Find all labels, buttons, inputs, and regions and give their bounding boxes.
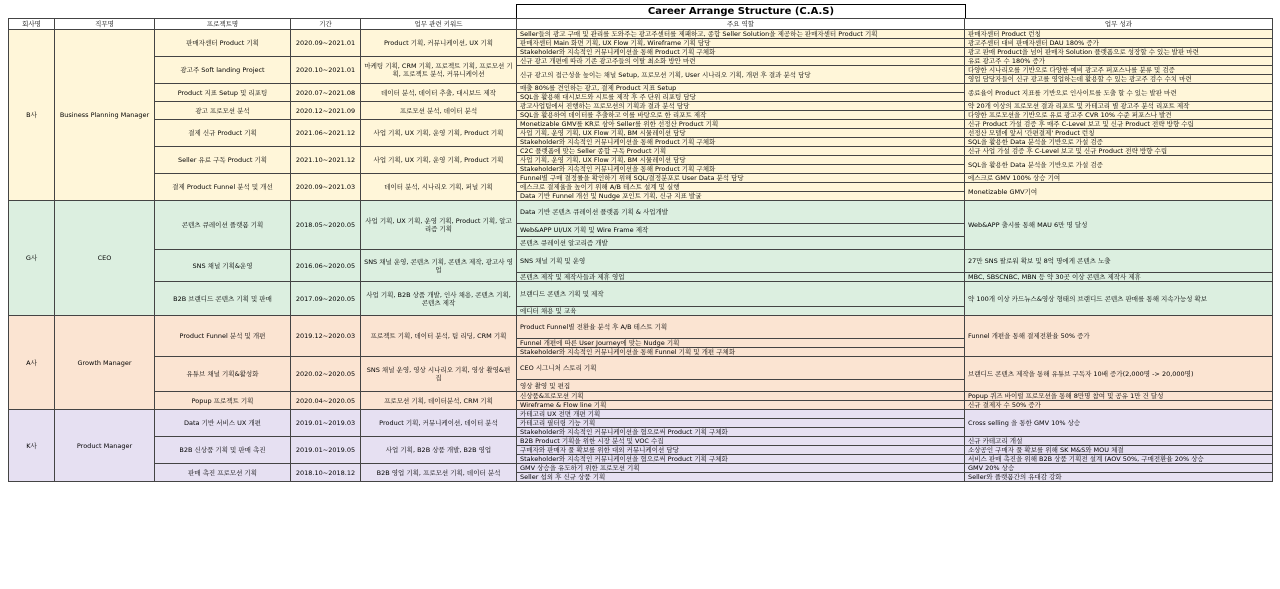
role-item: Stakeholder와 지속적인 커뮤니케이션을 통해 Funnel 기획 및 개편 구체화 xyxy=(517,348,965,357)
project-cell: 판매 촉진 프로모션 기획 xyxy=(155,464,291,482)
keywords-cell: 사업 기획, UX 기획, 운영 기획, Product 기획 xyxy=(361,120,517,147)
result-item: 종료율이 Product 지표를 기반으로 인사이트를 도출 할 수 있는 발판 마련 xyxy=(965,84,1273,102)
role-item: 판매자센터 Main 화면 기획, UX Flow 기획, Wireframe 기획 담당 xyxy=(517,39,965,48)
period-cell: 2018.10~2018.12 xyxy=(291,464,361,482)
table-row xyxy=(9,102,1273,111)
keywords-cell: SNS 채널 운영, 영상 시나리오 기획, 영상 촬영&편집 xyxy=(361,357,517,392)
role-item: Data 기반 콘텐츠 큐레이션 플랫폼 기획 & 사업개발 xyxy=(517,201,965,224)
header-results: 업무 성과 xyxy=(965,19,1273,30)
keywords-cell: Product 기획, 커뮤니케이션, 데이터 분석 xyxy=(361,410,517,437)
company-cell: G사 xyxy=(9,201,55,316)
project-cell: Product Funnel 분석 및 개편 xyxy=(155,316,291,357)
role-item: Funnel 개편에 따른 User Journey에 맞는 Nudge 기획 xyxy=(517,339,965,348)
result-item: SQL을 활용한 Data 분석을 기반으로 가설 검증 xyxy=(965,156,1273,174)
period-cell: 2018.05~2020.05 xyxy=(291,201,361,250)
table-row xyxy=(9,30,1273,39)
role-item: 카테고리 UX 전면 개편 기획 xyxy=(517,410,965,419)
project-cell: Popup 프로젝트 기획 xyxy=(155,392,291,410)
keywords-cell: 데이터 분석, 시나리오 기획, 퍼널 기획 xyxy=(361,174,517,201)
keywords-cell: 프로모션 분석, 데이터 분석 xyxy=(361,102,517,120)
role-cell: Product Manager xyxy=(55,410,155,482)
role-item: SNS 채널 기획 및 운영 xyxy=(517,250,965,273)
role-item: GMV 상승을 유도하기 위한 프로모션 기획 xyxy=(517,464,965,473)
role-item: Product Funnel별 전환율 분석 후 A/B 테스트 기획 xyxy=(517,316,965,339)
project-cell: Product 지표 Setup 및 리포팅 xyxy=(155,84,291,102)
period-cell: 2019.01~2019.05 xyxy=(291,437,361,464)
role-item: 에스크로 결제율을 높이기 위해 A/B 테스트 설계 및 실행 xyxy=(517,183,965,192)
role-item: Stakeholder와 지속적인 커뮤니케이션을 통해 Product 기획 구체화 xyxy=(517,165,965,174)
period-cell: 2019.12~2020.03 xyxy=(291,316,361,357)
role-item: 신규 광고의 접근성을 높이는 채널 Setup, 프로모션 기획, User 시나리오 기획, 개편 후 결과 분석 담당 xyxy=(517,66,965,84)
result-item: 27만 SNS 팔로워 확보 및 8억 명에게 콘텐츠 노출 xyxy=(965,250,1273,273)
role-item: 영상 촬영 및 편집 xyxy=(517,380,965,392)
role-item: 신상품&프로모션 기획 xyxy=(517,392,965,401)
project-cell: B2B 신상품 기획 및 판매 촉진 xyxy=(155,437,291,464)
project-cell: 유튜브 채널 기획&활성화 xyxy=(155,357,291,392)
result-item: Web&APP 출시를 통해 MAU 6만 명 달성 xyxy=(965,201,1273,250)
keywords-cell: 사업 기획, UX 기획, 운영 기획, Product 기획, 알고리즘 기획 xyxy=(361,201,517,250)
table-row xyxy=(9,147,1273,156)
role-item: Seller들의 광고 구매 및 관리를 도와주는 광고주센터를 제패하고, 종합 Seller Solution을 제공하는 판매자센터 Product 기획 xyxy=(517,30,965,39)
role-item: Wireframe & Flow line 기획 xyxy=(517,401,965,410)
period-cell: 2020.10~2021.01 xyxy=(291,57,361,84)
project-cell: Data 기반 서비스 UX 개편 xyxy=(155,410,291,437)
result-item: 광고 판매 Product을 넘어 판매자 Solution 플랫폼으로 성장할 수 있는 발판 마련 xyxy=(965,48,1273,57)
company-cell: B사 xyxy=(9,30,55,201)
result-item: 서비스 판매 촉진을 위해 B2B 상품 기획전 설계 (AOV 50%, 구매전환율 20% 상승 xyxy=(965,455,1273,464)
table-row xyxy=(9,120,1273,129)
company-cell: A사 xyxy=(9,316,55,410)
header-company: 회사명 xyxy=(9,19,55,30)
role-item: B2B Product 기획을 위한 시장 분석 및 VOC 수집 xyxy=(517,437,965,446)
role-item: 에디터 채용 및 교육 xyxy=(517,307,965,316)
header-project: 프로젝트명 xyxy=(155,19,291,30)
result-item: GMV 20% 상승 xyxy=(965,464,1273,473)
result-item: 영업 담당자들이 신규 광고를 영업하는데 활용할 수 있는 광고주 검수 수치 마련 xyxy=(965,75,1273,84)
table-row xyxy=(9,57,1273,66)
result-item: MBC, SBSCNBC, MBN 등 약 30곳 이상 콘텐츠 제작사 제휴 xyxy=(965,273,1273,282)
role-item: 콘텐츠 큐레이션 알고리즘 개발 xyxy=(517,237,965,250)
result-item: 신규 카테고리 개설 xyxy=(965,437,1273,446)
period-cell: 2020.12~2021.09 xyxy=(291,102,361,120)
period-cell: 2021.10~2021.12 xyxy=(291,147,361,174)
table-row xyxy=(9,84,1273,93)
role-item: 사업 기획, 운영 기획, UX Flow 기획, BM 시뮬레이션 담당 xyxy=(517,129,965,138)
sheet-title: Career Arrange Structure (C.A.S) xyxy=(516,4,966,18)
period-cell: 2021.06~2021.12 xyxy=(291,120,361,147)
role-item: SQL을 활용해 대시보드와 시트를 제작 후 주 단위 리포팅 담당 xyxy=(517,93,965,102)
table-row xyxy=(9,357,1273,380)
header-role: 직무명 xyxy=(55,19,155,30)
period-cell: 2020.02~2020.05 xyxy=(291,357,361,392)
result-item: Funnel 개편을 통해 결제전환율 50% 증가 xyxy=(965,316,1273,357)
role-item: Funnel별 구매 결정률을 확인하기 위해 SQL/결정분포로 User Data 분석 담당 xyxy=(517,174,965,183)
result-item: 브랜디드 콘텐츠 제작을 통해 유튜브 구독자 10배 증가(2,000명 -> 20,000명) xyxy=(965,357,1273,392)
role-item: 사업 기획, 운영 기획, UX Flow 기획, BM 시뮬레이션 담당 xyxy=(517,156,965,165)
role-item: Data 기반 Funnel 개선 및 Nudge 포인트 기획, 신규 지표 발굴 xyxy=(517,192,965,201)
role-item: 구매자와 판매자 풀 확보를 위한 대외 커뮤니케이션 담당 xyxy=(517,446,965,455)
table-row xyxy=(9,201,1273,224)
role-item: 브랜디드 콘텐츠 기획 및 제작 xyxy=(517,282,965,307)
role-cell: Growth Manager xyxy=(55,316,155,410)
role-item: Web&APP UI/UX 기획 및 Wire Frame 제작 xyxy=(517,224,965,237)
period-cell: 2020.09~2021.01 xyxy=(291,30,361,57)
period-cell: 2020.09~2021.03 xyxy=(291,174,361,201)
role-item: Stakeholder와 지속적인 커뮤니케이션을 통해 Product 기획 구체화 xyxy=(517,138,965,147)
role-item: 광고사업팀에서 진행하는 프로모션의 기획과 결과 분석 담당 xyxy=(517,102,965,111)
project-cell: B2B 브랜디드 콘텐츠 기획 및 판매 xyxy=(155,282,291,316)
keywords-cell: 데이터 분석, 데이터 추출, 대시보드 제작 xyxy=(361,84,517,102)
result-item: 소상공인 구매자 풀 확보를 위해 SK M&S와 MOU 체결 xyxy=(965,446,1273,455)
project-cell: SNS 채널 기획&운영 xyxy=(155,250,291,282)
keywords-cell: 사업 기획, UX 기획, 운영 기획, Product 기획 xyxy=(361,147,517,174)
period-cell: 2016.06~2020.05 xyxy=(291,250,361,282)
project-cell: 광고주 Soft landing Project xyxy=(155,57,291,84)
cas-table xyxy=(8,18,1273,482)
role-item: C2C 플랫폼에 맞는 Seller 종합 구독 Product 기획 xyxy=(517,147,965,156)
cas-sheet xyxy=(8,4,1272,482)
keywords-cell: B2B 영업 기획, 프로모션 기획, 데이터 분석 xyxy=(361,464,517,482)
table-row xyxy=(9,174,1273,183)
table-row xyxy=(9,437,1273,446)
result-item: 신규 사업 가설 검증 후 C-Level 보고 및 신규 Product 전략 방향 수립 xyxy=(965,147,1273,156)
result-item: Popup 퀴즈 바이럴 프로모션을 통해 8만명 참여 및 공유 1만 건 달성 xyxy=(965,392,1273,401)
project-cell: 광고 프로모션 분석 xyxy=(155,102,291,120)
result-item: 판매자센터 Product 런칭 xyxy=(965,30,1273,39)
result-item: 약 100개 이상 카드뉴스&영상 형태의 브랜디드 콘텐츠 판매를 통해 지속가능성 확보 xyxy=(965,282,1273,316)
period-cell: 2020.07~2021.08 xyxy=(291,84,361,102)
period-cell: 2019.01~2019.03 xyxy=(291,410,361,437)
project-cell: 판매자센터 Product 기획 xyxy=(155,30,291,57)
result-item: 신규 결제자 수 50% 증가 xyxy=(965,401,1273,410)
role-item: Seller 섭외 후 신규 상품 기획 xyxy=(517,473,965,482)
header-main-roles: 주요 역할 xyxy=(517,19,965,30)
project-cell: 결제 신규 Product 기획 xyxy=(155,120,291,147)
result-item: 다양한 시나리오를 기반으로 다양한 예비 광고주 퍼포스나를 분류 및 검증 xyxy=(965,66,1273,75)
role-item: Stakeholder와 지속적인 커뮤니케이션을 협으로써 Product 기획 구체화 xyxy=(517,428,965,437)
result-item: 광고주센터 대비 판매자센터 DAU 180% 증가 xyxy=(965,39,1273,48)
project-cell: Seller 유료 구독 Product 기획 xyxy=(155,147,291,174)
project-cell: 결제 Product Funnel 분석 및 개선 xyxy=(155,174,291,201)
result-item: 신규 Product 가설 검증 후 매주 C-Level 보고 및 신규 Product 전략 방향 수립 xyxy=(965,120,1273,129)
role-item: CEO 시그니처 스토리 기획 xyxy=(517,357,965,380)
result-item: SQL을 활용한 Data 분석을 기반으로 가설 검증 xyxy=(965,138,1273,147)
period-cell: 2017.09~2020.05 xyxy=(291,282,361,316)
period-cell: 2020.04~2020.05 xyxy=(291,392,361,410)
role-item: Monetizable GMV를 KR로 삼아 Seller를 위한 선정산 Product 기획 xyxy=(517,120,965,129)
table-row xyxy=(9,464,1273,473)
role-cell: CEO xyxy=(55,201,155,316)
project-cell: 콘텐츠 큐레이션 플랫폼 기획 xyxy=(155,201,291,250)
keywords-cell: 사업 기획, B2B 상품 개발, B2B 영업 xyxy=(361,437,517,464)
result-item: Cross selling 을 통한 GMV 10% 상승 xyxy=(965,410,1273,437)
result-item: 약 20개 이상의 프로모션 결과 리포트 및 카테고리 별 광고주 분석 리포트 제작 xyxy=(965,102,1273,111)
keywords-cell: Product 기획, 커뮤니케이션, UX 기획 xyxy=(361,30,517,57)
role-item: 카테고리 필터링 기능 기획 xyxy=(517,419,965,428)
result-item: 선정산 모델에 앞서 '간편결제' Product 런칭 xyxy=(965,129,1273,138)
result-item: 에스크로 GMV 100% 상승 기여 xyxy=(965,174,1273,183)
result-item: Monetizable GMV기여 xyxy=(965,183,1273,201)
keywords-cell: 프로젝트 기획, 데이터 분석, 팀 리딩, CRM 기획 xyxy=(361,316,517,357)
header-period: 기간 xyxy=(291,19,361,30)
keywords-cell: SNS 채널 운영, 콘텐츠 기획, 콘텐츠 제작, 광고사 영업 xyxy=(361,250,517,282)
role-item: 매출 80%를 견인하는 광고, 결제 Product 지표 Setup xyxy=(517,84,965,93)
company-cell: K사 xyxy=(9,410,55,482)
role-item: SQL을 활용하여 데이터를 추출하고 이를 바탕으로 한 리포트 제작 xyxy=(517,111,965,120)
result-item: Seller와 플랫폼간의 유대감 강화 xyxy=(965,473,1273,482)
table-row xyxy=(9,316,1273,339)
keywords-cell: 사업 기획, B2B 상품 개발, 인사 채용, 콘텐츠 기획, 콘텐츠 제작 xyxy=(361,282,517,316)
role-item: Stakeholder와 지속적인 커뮤니케이션을 통해 Product 기획 구체화 xyxy=(517,48,965,57)
header-row xyxy=(9,19,1273,30)
role-item: 신규 광고 개편에 따라 기존 광고주들의 이탈 최소화 방안 마련 xyxy=(517,57,965,66)
keywords-cell: 마케팅 기획, CRM 기획, 프로젝트 기획, 프로모션 기획, 프로젝트 분석, 커뮤니케이션 xyxy=(361,57,517,84)
header-keywords: 업무 관련 키워드 xyxy=(361,19,517,30)
result-item: 유료 광고주 수 180% 증가 xyxy=(965,57,1273,66)
role-item: 콘텐츠 제작 및 제작사들과 제휴 영업 xyxy=(517,273,965,282)
result-item: 다양한 프로모션을 기반으로 유료 광고주 CVR 10% 수준 퍼포스나 발견 xyxy=(965,111,1273,120)
keywords-cell: 프로모션 기획, 데이터분석, CRM 기획 xyxy=(361,392,517,410)
table-row xyxy=(9,392,1273,401)
table-row xyxy=(9,410,1273,419)
role-item: Stakeholder와 지속적인 커뮤니케이션을 협으로써 Product 기획 구체화 xyxy=(517,455,965,464)
role-cell: Business Planning Manager xyxy=(55,30,155,201)
